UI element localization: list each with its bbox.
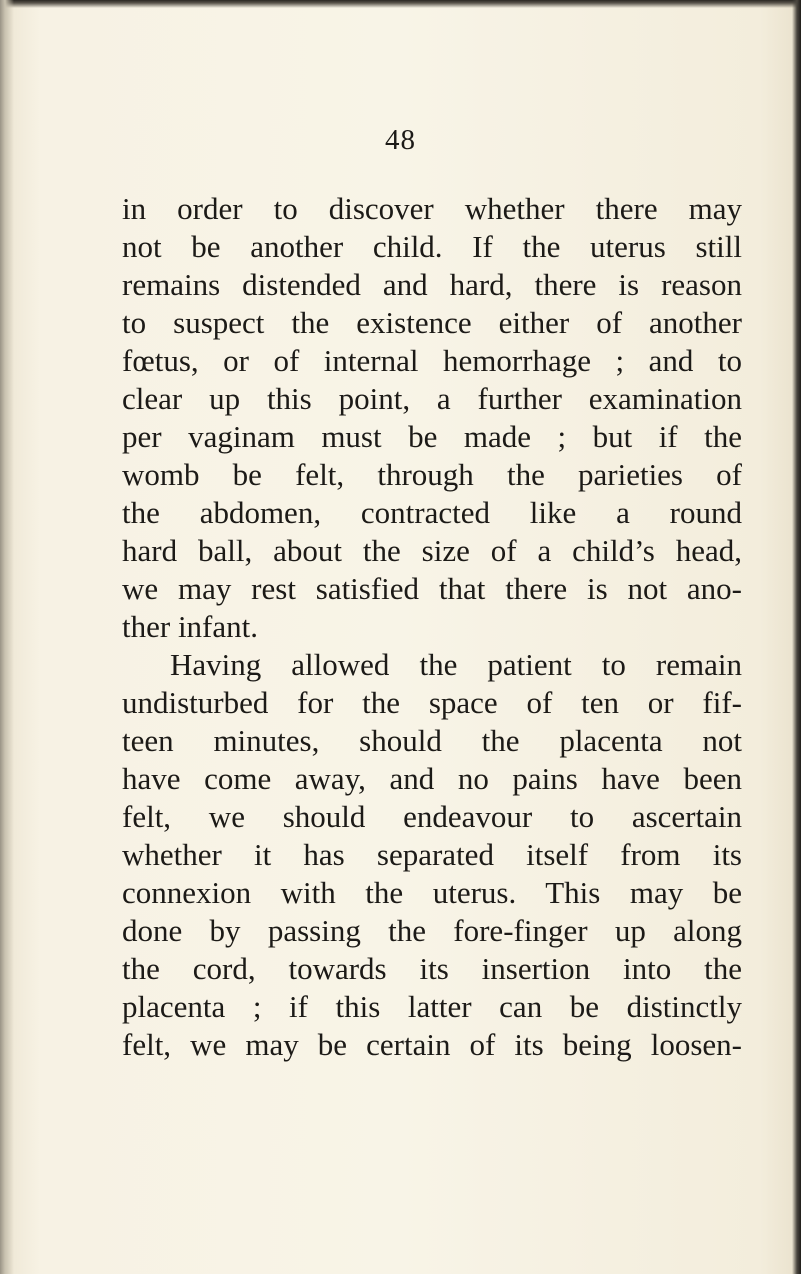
text-line: womb be felt, through the parieties of	[122, 457, 742, 492]
body-text	[122, 190, 742, 1064]
text-line: the abdomen, contracted like a round	[122, 495, 742, 530]
page-outer-edge	[792, 0, 801, 1274]
text-line: not be another child. If the uterus still	[122, 229, 742, 264]
text-line-paragraph-end: ther infant.	[122, 609, 259, 644]
text-line: remains distended and hard, there is reason	[122, 267, 742, 302]
text-line: whether it has separated itself from its	[122, 837, 742, 872]
text-line: placenta ; if this latter can be distinctly	[122, 989, 742, 1024]
page-number: 48	[385, 124, 416, 156]
text-line: teen minutes, should the placenta not	[122, 723, 742, 758]
page-gutter-edge	[0, 0, 14, 1274]
text-line-paragraph-start: Having allowed the patient to remain	[170, 647, 742, 682]
text-line: we may rest satisfied that there is not ano-	[122, 571, 742, 606]
text-line: in order to discover whether there may	[122, 191, 742, 226]
text-line: hard ball, about the size of a child’s head,	[122, 533, 742, 568]
text-line: clear up this point, a further examination	[122, 381, 742, 416]
text-line: to suspect the existence either of another	[122, 305, 742, 340]
text-line: fœtus, or of internal hemorrhage ; and to	[122, 343, 742, 378]
text-line: felt, we may be certain of its being loosen-	[122, 1027, 742, 1062]
text-line: the cord, towards its insertion into the	[122, 951, 742, 986]
text-line: undisturbed for the space of ten or fif-	[122, 685, 742, 720]
text-line: have come away, and no pains have been	[122, 761, 742, 796]
text-line: connexion with the uterus. This may be	[122, 875, 742, 910]
text-line: per vaginam must be made ; but if the	[122, 419, 742, 454]
text-line: felt, we should endeavour to ascertain	[122, 799, 742, 834]
page-top-edge	[0, 0, 801, 8]
text-line: done by passing the fore-finger up along	[122, 913, 742, 948]
